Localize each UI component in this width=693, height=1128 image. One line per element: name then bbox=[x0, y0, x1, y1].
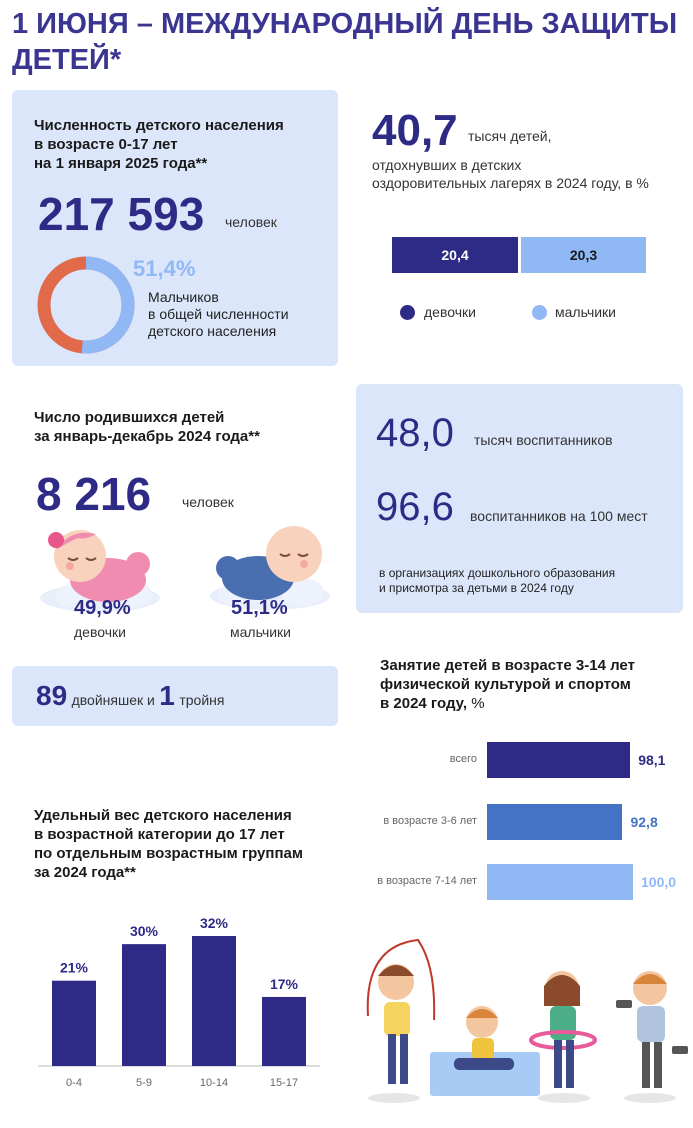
preschool-value-2: 96,6 bbox=[376, 485, 454, 529]
triplets-value: 1 bbox=[159, 680, 175, 711]
sports-bar bbox=[487, 864, 633, 900]
births-heading: Число родившихся детей за январь-декабрь 2024 года** bbox=[34, 409, 260, 445]
sports-value-label: 98,1 bbox=[638, 752, 666, 768]
age-chart bbox=[30, 900, 330, 1100]
legend-boys-dot bbox=[532, 305, 547, 320]
births-girls-label: девочки bbox=[74, 624, 126, 640]
age-bar-value-label: 21% bbox=[59, 959, 89, 976]
births-boys-percent: 51,1% bbox=[231, 597, 288, 619]
births-unit: человек bbox=[182, 494, 234, 510]
camps-unit: тысяч детей, bbox=[468, 128, 552, 144]
population-value: 217 593 bbox=[38, 188, 205, 240]
legend-girls-dot bbox=[400, 305, 415, 320]
sports-category-label: всего bbox=[449, 753, 477, 765]
legend-girls-label: девочки bbox=[424, 304, 476, 320]
age-bar bbox=[192, 936, 236, 1066]
sports-value-label: 92,8 bbox=[630, 814, 658, 830]
age-chart-title: Удельный вес детского населения в возрастной категории до 17 лет по отдельным возрастным группам за 2024 года** bbox=[34, 807, 303, 881]
sports-chart-title: Занятие детей в возрасте 3-14 лет физической культурой и спортом в 2024 году, % bbox=[380, 657, 635, 712]
boys-percent: 51,4% bbox=[133, 256, 196, 281]
camps-value: 40,7 bbox=[372, 106, 458, 155]
sports-category-label: в возрасте 7-14 лет bbox=[377, 875, 477, 887]
triplets-text: тройня bbox=[179, 692, 225, 708]
preschool-unit-2: воспитанников на 100 мест bbox=[470, 508, 648, 524]
births-value: 8 216 bbox=[36, 468, 152, 520]
boys-share-text: Мальчиков в общей численности детского населения bbox=[148, 289, 289, 339]
camps-girls-bar: 20,4 bbox=[392, 237, 518, 273]
births-girls-percent: 49,9% bbox=[74, 597, 131, 619]
age-bar-value-label: 32% bbox=[199, 915, 229, 931]
age-bar bbox=[262, 997, 306, 1066]
twins-text: двойняшек и bbox=[71, 692, 155, 708]
sports-value-label: 100,0 bbox=[641, 874, 677, 890]
camps-boys-bar: 20,3 bbox=[521, 237, 646, 273]
age-bar-value-label: 17% bbox=[269, 975, 299, 992]
boys-share-donut bbox=[36, 255, 136, 355]
population-heading: Численность детского населения в возрасте 0-17 лет на 1 января 2025 года** bbox=[34, 117, 284, 172]
sports-bar bbox=[487, 804, 622, 840]
preschool-unit-1: тысяч воспитанников bbox=[474, 432, 613, 448]
age-category-label: 10-14 bbox=[199, 1077, 229, 1089]
twins-line bbox=[36, 680, 224, 712]
legend-boys-label: мальчики bbox=[555, 304, 616, 320]
camps-description: отдохнувших в детских оздоровительных лагерях в 2024 году, в % bbox=[372, 157, 649, 191]
preschool-description: в организациях дошкольного образования и присмотра за детьми в 2024 году bbox=[379, 566, 616, 595]
age-bar bbox=[52, 981, 96, 1066]
twins-value: 89 bbox=[36, 680, 68, 711]
kids-sports-illustration bbox=[354, 936, 690, 1106]
age-category-label: 0-4 bbox=[66, 1077, 82, 1089]
sports-category-label: в возрасте 3-6 лет bbox=[383, 815, 477, 827]
age-bar bbox=[122, 944, 166, 1066]
births-boys-label: мальчики bbox=[230, 624, 291, 640]
age-category-label: 15-17 bbox=[269, 1077, 299, 1089]
age-category-label: 5-9 bbox=[136, 1077, 152, 1089]
sports-bar bbox=[487, 742, 630, 778]
page-title: 1 ИЮНЯ – МЕЖДУНАРОДНЫЙ ДЕНЬ ЗАЩИТЫ ДЕТЕЙ* bbox=[12, 8, 678, 76]
population-unit: человек bbox=[225, 214, 277, 230]
age-bar-value-label: 30% bbox=[129, 923, 159, 940]
preschool-value-1: 48,0 bbox=[376, 411, 454, 455]
